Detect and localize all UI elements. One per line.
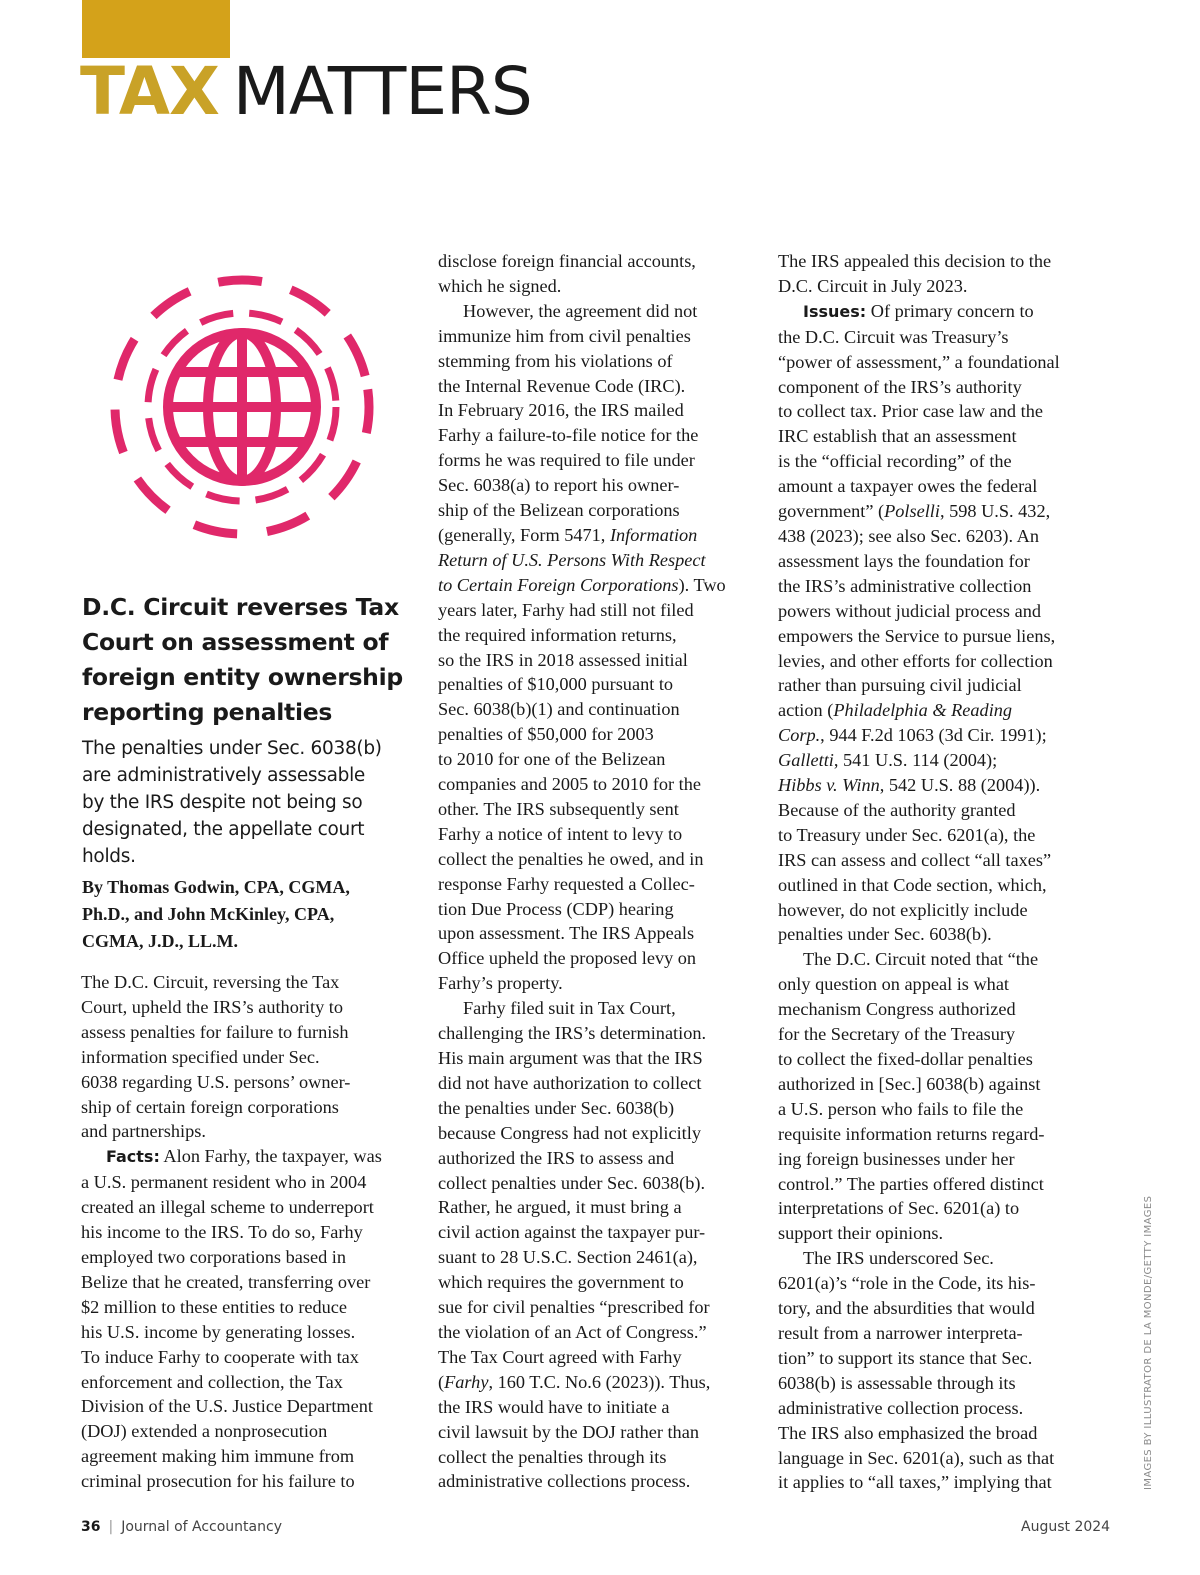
headline-line: D.C. Circuit reverses Tax bbox=[82, 593, 399, 621]
body-line bbox=[778, 299, 1088, 325]
body-line: agreement making him immune from bbox=[81, 1446, 355, 1467]
body-text: , 542 U.S. 88 (2004)). bbox=[879, 775, 1041, 796]
body-line: interpretations of Sec. 6201(a) to bbox=[778, 1198, 1020, 1219]
body-line: which requires the government to bbox=[438, 1272, 684, 1293]
body-line: result from a narrower interpreta- bbox=[778, 1322, 1023, 1343]
body-line: Farhy a failure-to-file notice for the bbox=[438, 425, 699, 446]
body-line: collect the penalties he owed, and in bbox=[438, 848, 704, 869]
body-line: his income to the IRS. To do so, Farhy bbox=[81, 1222, 363, 1243]
body-line: IRC establish that an assessment bbox=[778, 426, 1017, 447]
body-line: created an illegal scheme to underreport bbox=[81, 1197, 374, 1218]
body-line: to collect the fixed-dollar penalties bbox=[778, 1049, 1033, 1069]
body-line: authorized in [Sec.] 6038(b) against bbox=[778, 1073, 1041, 1094]
body-line: The IRS appealed this decision to the bbox=[778, 251, 1052, 271]
body-line: penalties under Sec. 6038(b). bbox=[778, 924, 992, 945]
body-line: immunize him from civil penalties bbox=[438, 325, 691, 346]
body-line: To induce Farhy to cooperate with tax bbox=[81, 1346, 359, 1367]
body-text: , 944 F.2d 1063 (3d Cir. 1991); bbox=[820, 725, 1047, 746]
body-text: action ( bbox=[778, 700, 834, 721]
body-line bbox=[438, 548, 743, 573]
body-line: tion” to support its stance that Sec. bbox=[778, 1347, 1033, 1368]
body-line: amount a taxpayer owes the federal bbox=[778, 476, 1038, 497]
body-line: so the IRS in 2018 assessed initial bbox=[438, 649, 688, 670]
body-line: for the Secretary of the Treasury bbox=[778, 1024, 1016, 1045]
case-name-italic: Farhy bbox=[444, 1371, 489, 1392]
body-line: however, do not explicitly include bbox=[778, 899, 1028, 920]
body-line: criminal prosecution for his failure to bbox=[81, 1471, 355, 1492]
body-line: the IRS’s administrative collection bbox=[778, 575, 1032, 596]
body-line: stemming from his violations of bbox=[438, 350, 673, 371]
globe-icon bbox=[110, 275, 375, 540]
body-line: collect penalties under Sec. 6038(b). bbox=[438, 1172, 706, 1193]
body-line: civil lawsuit by the DOJ rather than bbox=[438, 1421, 699, 1442]
body-line: component of the IRS’s authority bbox=[778, 376, 1022, 397]
page-number: 36 bbox=[81, 1519, 101, 1535]
masthead-tax: TAX bbox=[80, 53, 219, 130]
body-line bbox=[438, 1370, 743, 1395]
body-text: ). Two bbox=[678, 574, 726, 595]
body-line: Belize that he created, transferring over bbox=[81, 1271, 371, 1292]
deck-line: designated, the appellate court bbox=[82, 819, 365, 840]
body-line: response Farhy requested a Collec- bbox=[438, 873, 695, 894]
body-text: , 160 T.C. No.6 (2023)). Thus, bbox=[488, 1371, 711, 1392]
body-line: the IRS would have to initiate a bbox=[438, 1396, 670, 1417]
body-line: administrative collections process. bbox=[438, 1471, 691, 1492]
body-line: Office upheld the proposed levy on bbox=[438, 948, 697, 969]
body-line bbox=[438, 523, 743, 548]
body-column-3 bbox=[778, 249, 1088, 1495]
body-line: 6201(a)’s “role in the Code, its his- bbox=[778, 1273, 1036, 1294]
body-line bbox=[81, 1144, 416, 1170]
body-line: outlined in that Code section, which, bbox=[778, 874, 1047, 895]
deck-line: holds. bbox=[82, 846, 136, 867]
body-text: Of primary concern to bbox=[866, 300, 1034, 321]
body-line: The D.C. Circuit noted that “the bbox=[803, 949, 1039, 970]
body-line: administrative collection process. bbox=[778, 1397, 1024, 1418]
body-line: ing foreign businesses under her bbox=[778, 1148, 1015, 1169]
issue-date: August 2024 bbox=[1021, 1519, 1111, 1535]
body-line: Farhy filed suit in Tax Court, bbox=[463, 998, 676, 1019]
body-line: 6038 regarding U.S. persons’ owner- bbox=[81, 1071, 351, 1092]
case-name-italic: Galletti bbox=[778, 750, 834, 771]
form-title-italic: Return of U.S. Persons With Respect bbox=[438, 549, 706, 570]
body-line: years later, Farhy had still not filed bbox=[438, 599, 694, 620]
body-line: D.C. Circuit in July 2023. bbox=[778, 275, 968, 296]
body-line: suant to 28 U.S.C. Section 2461(a), bbox=[438, 1247, 698, 1268]
body-line: sue for civil penalties “prescribed for bbox=[438, 1297, 710, 1318]
body-line: IRS can assess and collect “all taxes” bbox=[778, 849, 1052, 870]
body-line: “power of assessment,” a foundational bbox=[778, 351, 1060, 372]
body-line: forms he was required to file under bbox=[438, 450, 695, 471]
body-line: The Tax Court agreed with Farhy bbox=[438, 1346, 682, 1367]
body-line: which he signed. bbox=[438, 275, 562, 296]
body-line: challenging the IRS’s determination. bbox=[438, 1023, 707, 1044]
case-name-italic: Philadelphia & Reading bbox=[833, 700, 1013, 721]
body-line: because Congress had not explicitly bbox=[438, 1122, 701, 1143]
body-text: , 541 U.S. 114 (2004); bbox=[833, 750, 998, 771]
body-line: disclose foreign financial accounts, bbox=[438, 251, 696, 271]
deck-line: The penalties under Sec. 6038(b) bbox=[82, 738, 382, 759]
footer-separator: | bbox=[108, 1519, 114, 1535]
body-line: did not have authorization to collect bbox=[438, 1072, 702, 1093]
body-line: the penalties under Sec. 6038(b) bbox=[438, 1097, 675, 1118]
body-line bbox=[778, 698, 1088, 723]
body-line: penalties of $50,000 for 2003 bbox=[438, 724, 654, 745]
body-line: Farhy a notice of intent to levy to bbox=[438, 823, 683, 844]
case-name-italic: Polselli bbox=[884, 501, 940, 522]
article-headline bbox=[82, 590, 417, 730]
body-line: However, the agreement did not bbox=[463, 300, 698, 321]
body-line: the Internal Revenue Code (IRC). bbox=[438, 375, 686, 396]
masthead-matters: MATTERS bbox=[232, 53, 532, 130]
body-line: to 2010 for one of the Belizean bbox=[438, 749, 666, 770]
body-line bbox=[438, 573, 743, 598]
body-line: civil action against the taxpayer pur- bbox=[438, 1222, 706, 1243]
body-line: 6038(b) is assessable through its bbox=[778, 1372, 1016, 1393]
image-credit: IMAGES BY ILLUSTRATOR DE LA MONDE/GETTY IMAGES bbox=[1143, 1195, 1154, 1490]
body-line: Sec. 6038(a) to report his owner- bbox=[438, 475, 680, 496]
body-line: the required information returns, bbox=[438, 624, 677, 645]
body-line: collect the penalties through its bbox=[438, 1446, 667, 1467]
body-line: Rather, he argued, it must bring a bbox=[438, 1197, 682, 1218]
body-line: to collect tax. Prior case law and the bbox=[778, 401, 1043, 422]
deck-line: are administratively assessable bbox=[82, 765, 366, 786]
body-line: upon assessment. The IRS Appeals bbox=[438, 923, 695, 944]
body-line: and partnerships. bbox=[81, 1121, 206, 1142]
body-line: tion Due Process (CDP) hearing bbox=[438, 898, 674, 919]
body-line: In February 2016, the IRS mailed bbox=[438, 400, 684, 421]
body-line: is the “official recording” of the bbox=[778, 451, 1012, 472]
body-line: a U.S. person who fails to file the bbox=[778, 1098, 1024, 1119]
body-line: The D.C. Circuit, reversing the Tax bbox=[81, 972, 340, 992]
issues-label: Issues: bbox=[803, 301, 867, 321]
body-line: support their opinions. bbox=[778, 1223, 944, 1244]
body-line: only question on appeal is what bbox=[778, 974, 1010, 995]
body-line: control.” The parties offered distinct bbox=[778, 1173, 1044, 1194]
body-line bbox=[778, 499, 1088, 524]
body-line: to Treasury under Sec. 6201(a), the bbox=[778, 824, 1036, 845]
body-line: (DOJ) extended a nonprosecution bbox=[81, 1421, 328, 1442]
headline-line: foreign entity ownership bbox=[82, 663, 403, 691]
body-line: tory, and the absurdities that would bbox=[778, 1298, 1035, 1319]
body-line: Sec. 6038(b)(1) and continuation bbox=[438, 699, 680, 720]
body-line: a U.S. permanent resident who in 2004 bbox=[81, 1172, 367, 1193]
article-deck bbox=[82, 735, 402, 870]
case-name-italic: Hibbs v. Winn bbox=[778, 775, 880, 796]
facts-label: Facts: bbox=[106, 1147, 160, 1167]
body-line: His main argument was that the IRS bbox=[438, 1048, 703, 1068]
body-line: The IRS underscored Sec. bbox=[803, 1248, 994, 1269]
footer-left bbox=[81, 1519, 282, 1535]
body-line: empowers the Service to pursue liens, bbox=[778, 625, 1056, 646]
body-line: requisite information returns regard- bbox=[778, 1123, 1045, 1144]
body-text: ( bbox=[438, 1371, 445, 1392]
body-line: assessment lays the foundation for bbox=[778, 550, 1030, 571]
headline-line: reporting penalties bbox=[82, 698, 333, 726]
form-title-italic: to Certain Foreign Corporations bbox=[438, 574, 679, 595]
body-text: government” ( bbox=[778, 501, 885, 522]
body-line: 438 (2023); see also Sec. 6203). An bbox=[778, 525, 1039, 546]
form-title-italic: Information bbox=[609, 524, 698, 545]
body-line: enforcement and collection, the Tax bbox=[81, 1371, 343, 1392]
body-line: it applies to “all taxes,” implying that bbox=[778, 1472, 1052, 1493]
body-line bbox=[778, 723, 1088, 748]
body-line bbox=[778, 748, 1088, 773]
body-line: mechanism Congress authorized bbox=[778, 999, 1016, 1020]
body-line: companies and 2005 to 2010 for the bbox=[438, 774, 701, 795]
section-masthead bbox=[80, 52, 532, 132]
body-line: levies, and other efforts for collection bbox=[778, 650, 1053, 671]
body-line: the violation of an Act of Congress.” bbox=[438, 1321, 707, 1342]
body-column-1 bbox=[81, 970, 416, 1494]
body-line: rather than pursuing civil judicial bbox=[778, 675, 1022, 696]
deck-line: by the IRS despite not being so bbox=[82, 792, 363, 813]
body-line: the D.C. Circuit was Treasury’s bbox=[778, 326, 1009, 347]
body-line: ship of certain foreign corporations bbox=[81, 1096, 339, 1117]
journal-name: Journal of Accountancy bbox=[121, 1519, 282, 1535]
body-line: language in Sec. 6201(a), such as that bbox=[778, 1447, 1055, 1468]
gold-accent-bar bbox=[82, 0, 230, 58]
article-byline bbox=[82, 874, 402, 955]
body-line: The IRS also emphasized the broad bbox=[778, 1422, 1038, 1443]
body-line: employed two corporations based in bbox=[81, 1246, 347, 1267]
body-text: , 598 U.S. 432, bbox=[939, 501, 1051, 522]
body-text: Alon Farhy, the taxpayer, was bbox=[163, 1146, 382, 1167]
body-line: information specified under Sec. bbox=[81, 1046, 320, 1067]
body-line: penalties of $10,000 pursuant to bbox=[438, 674, 674, 695]
body-column-2 bbox=[438, 249, 743, 1494]
body-line bbox=[778, 773, 1088, 798]
body-line: Because of the authority granted bbox=[778, 799, 1016, 820]
case-name-italic: Corp. bbox=[778, 725, 821, 746]
body-line: other. The IRS subsequently sent bbox=[438, 798, 679, 819]
body-line: assess penalties for failure to furnish bbox=[81, 1021, 349, 1042]
byline-line: CGMA, J.D., LL.M. bbox=[82, 931, 238, 951]
body-line: Court, upheld the IRS’s authority to bbox=[81, 996, 344, 1017]
byline-line: By Thomas Godwin, CPA, CGMA, bbox=[82, 877, 350, 897]
body-line: Division of the U.S. Justice Department bbox=[81, 1396, 373, 1417]
body-line: $2 million to these entities to reduce bbox=[81, 1296, 348, 1317]
byline-line: Ph.D., and John McKinley, CPA, bbox=[82, 904, 335, 924]
body-line: Farhy’s property. bbox=[438, 973, 563, 994]
body-text: (generally, Form 5471, bbox=[438, 524, 610, 545]
headline-line: Court on assessment of bbox=[82, 628, 389, 656]
body-line: authorized the IRS to assess and bbox=[438, 1147, 675, 1168]
body-line: his U.S. income by generating losses. bbox=[81, 1321, 356, 1342]
body-line: ship of the Belizean corporations bbox=[438, 500, 680, 521]
body-line: powers without judicial process and bbox=[778, 600, 1041, 621]
